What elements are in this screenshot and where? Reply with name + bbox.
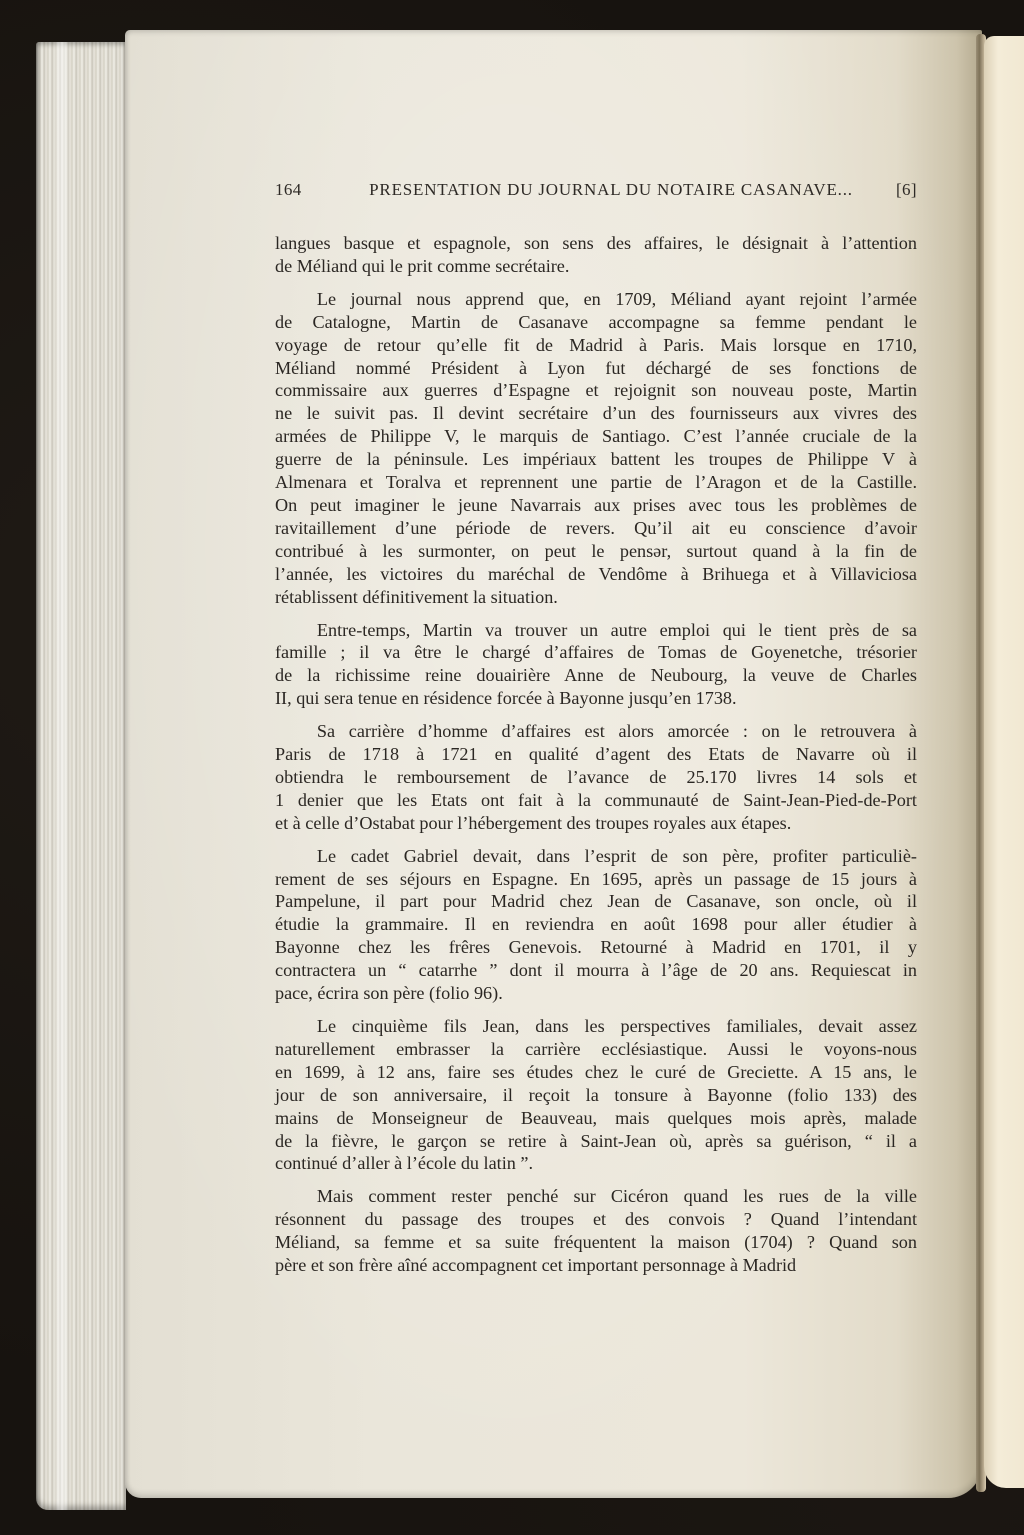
text-line: de Catalogne, Martin de Casanave accompagne sa femme pendant le <box>275 311 917 332</box>
page-number: 164 <box>275 180 302 199</box>
book-page <box>125 30 982 1498</box>
page-stack-highlight <box>54 42 70 1510</box>
page-body <box>275 232 917 1277</box>
text-line: contractera un “ catarrhe ” dont il mourra à l’âge de 20 ans. Requiescat in <box>275 960 917 981</box>
text-line: II, qui sera tenue en résidence forcée à Bayonne jusqu’en 1738. <box>275 688 737 709</box>
text-line: Paris de 1718 à 1721 en qualité d’agent des Etats de Navarre où il <box>275 744 917 765</box>
text-line: langues basque et espagnole, son sens des affaires, le désignait à l’attention <box>275 233 917 253</box>
facing-page-edge <box>984 36 1024 1488</box>
text-line: naturellement embrasser la carrière ecclésiastique. Aussi le voyons-nous <box>275 1038 917 1059</box>
text-line: en 1699, à 12 ans, faire ses études chez le curé de Greciette. A 15 ans, le <box>275 1061 917 1082</box>
paragraph <box>275 1005 917 1175</box>
text-line: rement de ses séjours en Espagne. En 1695, après un passage de 15 jours à <box>275 868 917 889</box>
text-line: contribué à les surmonter, on peut le pensər, surtout quand à la fin de <box>275 540 917 561</box>
text-line: guerre de la péninsule. Les impériaux battent les troupes de Philippe V à <box>275 449 917 470</box>
text-line: Le journal nous apprend que, en 1709, Méliand ayant rejoint l’armée <box>316 288 917 309</box>
text-line: l’année, les victoires du maréchal de Vendôme à Brihuega et à Villaviciosa <box>275 563 917 584</box>
paragraph <box>275 835 917 1005</box>
text-line: voyage de retour qu’elle fit de Madrid à Paris. Mais lorsque en 1710, <box>275 334 917 355</box>
paragraph <box>275 710 917 835</box>
text-line: Pampelune, il part pour Madrid chez Jean de Casanave, son oncle, où il <box>275 891 917 912</box>
text-line: Le cadet Gabriel devait, dans l’esprit de son père, profiter particuliè- <box>316 845 917 866</box>
text-line: Sa carrière d’homme d’affaires est alors amorcée : on le retrouvera à <box>316 721 917 742</box>
text-line: 1 denier que les Etats ont fait à la communauté de Saint-Jean-Pied-de-Port <box>275 789 917 810</box>
paragraph <box>275 232 917 278</box>
text-line: Le cinquième fils Jean, dans les perspectives familiales, devait assez <box>316 1016 917 1036</box>
text-line: Mais comment rester penché sur Cicéron quand les rues de la ville <box>316 1186 917 1207</box>
text-line: rétablissent définitivement la situation. <box>275 586 558 607</box>
paragraph <box>275 278 917 609</box>
page-stack-fore-edge <box>36 42 126 1510</box>
section-marker: [6] <box>895 180 917 199</box>
text-line: étudie la grammaire. Il en reviendra en août 1698 pour aller étudier à <box>275 914 917 935</box>
text-line: de la fièvre, le garçon se retire à Saint-Jean où, après sa guérison, “ il a <box>275 1130 917 1151</box>
text-line: obtiendra le remboursement de l’avance de 25.170 livres 14 sols et <box>275 766 917 787</box>
text-line: ne le suivit pas. Il devint secrétaire d’un des fournisseurs aux vivres des <box>275 403 917 424</box>
page-header <box>275 180 917 200</box>
text-line: mains de Monseigneur de Beauveau, mais quelques mois après, malade <box>275 1107 917 1128</box>
text-line: Bayonne chez les frêres Genevois. Retourné à Madrid en 1701, il y <box>275 937 917 958</box>
text-line: On peut imaginer le jeune Navarrais aux prises avec tous les problèmes de <box>275 494 917 515</box>
text-line: Almenara et Toralva et reprennent une partie de l’Aragon et de la Castille. <box>275 472 917 493</box>
text-line: père et son frère aîné accompagnent cet important personnage à Madrid <box>275 1255 797 1276</box>
running-title: PRESENTATION DU JOURNAL DU NOTAIRE CASANAVE... <box>369 180 853 199</box>
paragraph <box>275 609 917 711</box>
text-line: famille ; il va être le chargé d’affaires de Tomas de Goyenetche, trésorier <box>275 642 917 663</box>
text-line: commissaire aux guerres d’Espagne et rejoignit son nouveau poste, Martin <box>275 380 917 401</box>
print-area <box>275 180 917 1277</box>
paragraph <box>275 1175 917 1277</box>
text-line: Méliand, sa femme et sa suite fréquentent la maison (1704) ? Quand son <box>275 1232 917 1253</box>
text-line: résonnent du passage des troupes et des convois ? Quand l’intendant <box>275 1209 917 1230</box>
text-line: ravitaillement d’une période de revers. Qu’il ait eu conscience d’avoir <box>275 517 917 538</box>
text-line: de Méliand qui le prit comme secrétaire. <box>275 255 570 276</box>
text-line: continué d’aller à l’école du latin ”. <box>275 1153 534 1174</box>
text-line: Méliand nommé Président à Lyon fut déchargé de ses fonctions de <box>275 357 917 378</box>
text-line: et à celle d’Ostabat pour l’hébergement des troupes royales aux étapes. <box>275 812 792 833</box>
text-line: de la richissime reine douairière Anne de Neubourg, la veuve de Charles <box>275 665 917 686</box>
text-line: armées de Philippe V, le marquis de Santiago. C’est l’année cruciale de la <box>275 426 917 447</box>
text-line: jour de son anniversaire, il reçoit la tonsure à Bayonne (folio 133) des <box>275 1084 917 1105</box>
text-line: pace, écrira son père (folio 96). <box>275 983 503 1004</box>
text-line: Entre-temps, Martin va trouver un autre emploi qui le tient près de sa <box>316 619 917 640</box>
